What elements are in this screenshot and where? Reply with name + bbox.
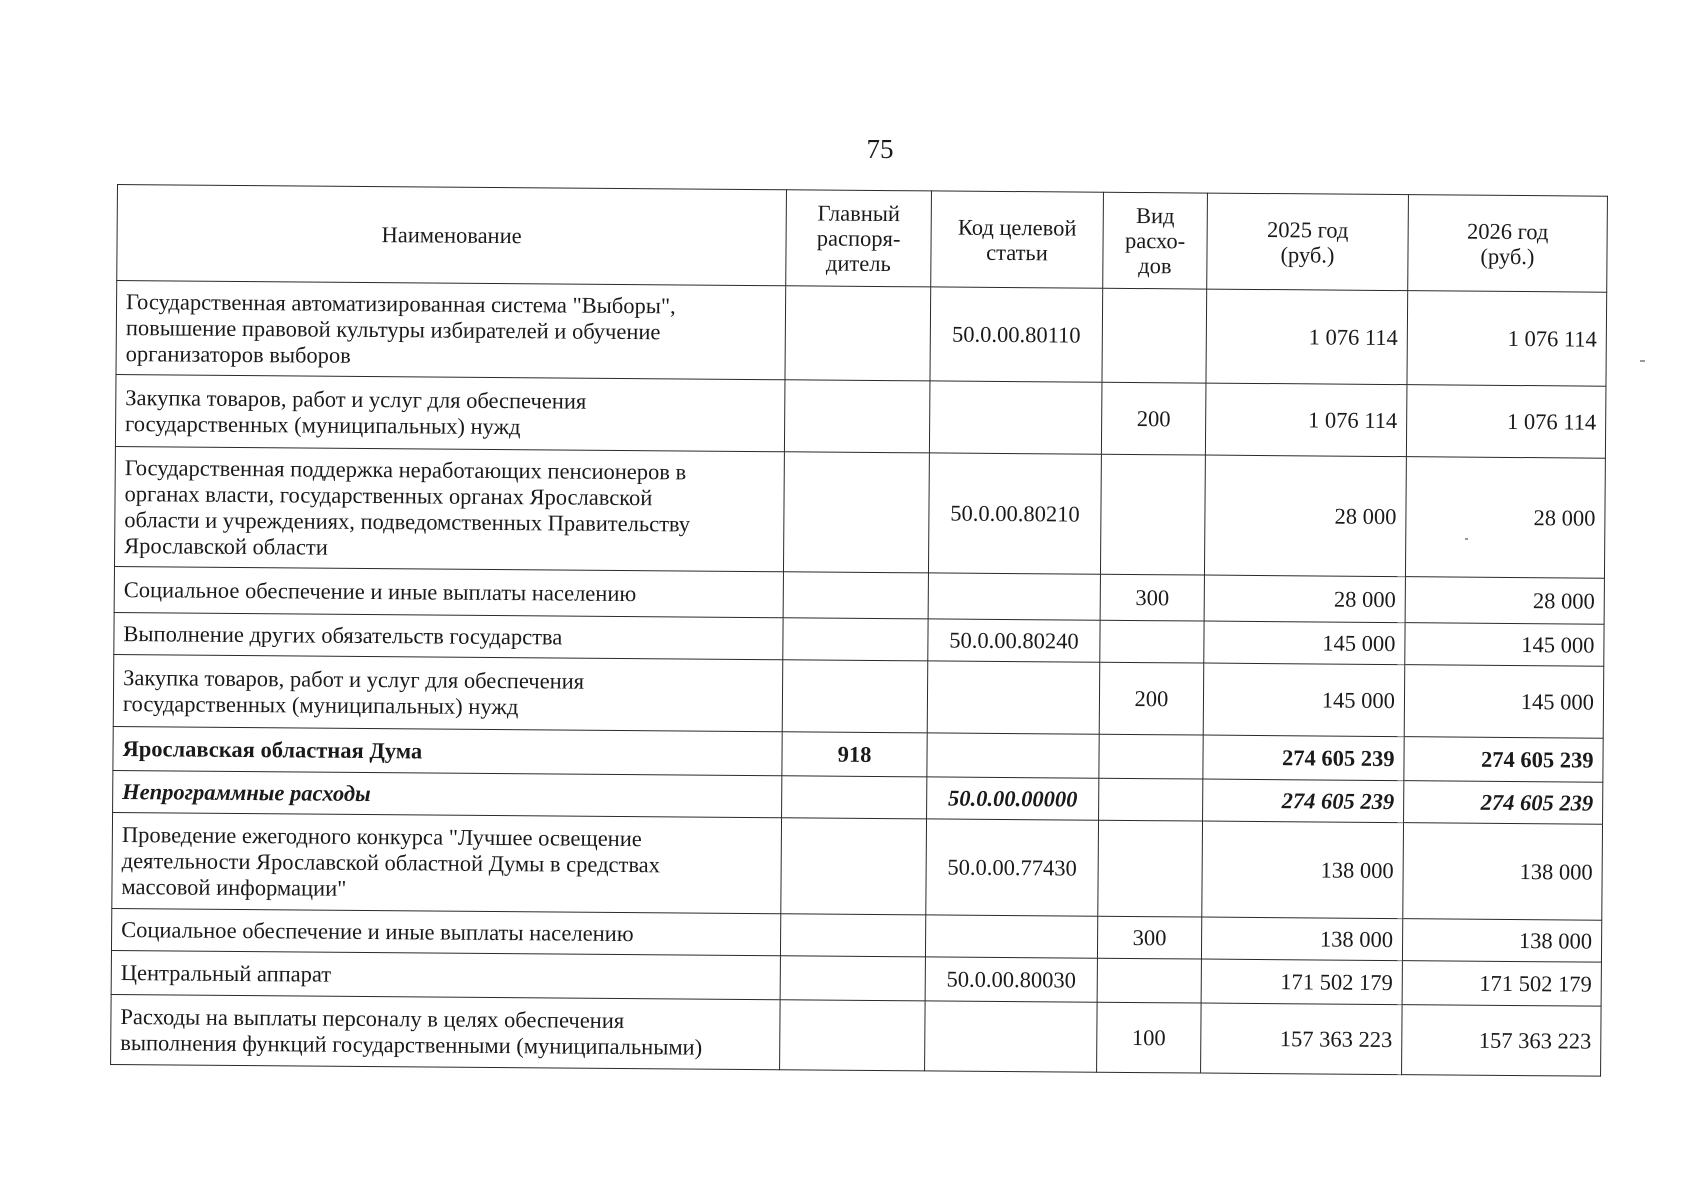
cell-name: [115, 374, 785, 451]
cell-name-line: организаторов выборов: [125, 340, 351, 368]
cell-amount-2025: 274 605 239: [1203, 735, 1404, 781]
cell-expense-type: [1099, 778, 1203, 821]
cell-target-code: [929, 381, 1102, 454]
cell-distributor: [780, 956, 925, 1001]
cell-name-line: Центральный аппарат: [120, 959, 332, 987]
header-target-code: Код целевой статьи: [931, 191, 1104, 288]
cell-name-line: деятельности Ярославской областной Думы в средствах: [121, 847, 661, 877]
cell-target-code: [927, 661, 1100, 734]
cell-amount-2026: 1 076 114: [1407, 291, 1607, 387]
cell-expense-type: [1100, 454, 1205, 575]
cell-amount-2026: 138 000: [1402, 919, 1601, 963]
header-year-2025: 2025 год (руб.): [1207, 193, 1409, 291]
header-row: [117, 185, 1608, 293]
cell-name: [113, 770, 782, 817]
cell-amount-2026: 145 000: [1405, 623, 1604, 667]
cell-amount-2026: 1 076 114: [1406, 385, 1606, 459]
cell-name-line: области и учреждениях, подведомственных Правительству: [124, 506, 691, 537]
cell-distributor: [785, 286, 931, 381]
cell-name-line: Расходы на выплаты персоналу в целях обеспечения: [120, 1003, 625, 1033]
cell-distributor: [780, 1000, 926, 1071]
cell-amount-2025: 28 000: [1204, 575, 1405, 623]
cell-amount-2026: 274 605 239: [1404, 737, 1603, 783]
cell-expense-type: [1098, 820, 1203, 917]
cell-name: [114, 612, 783, 659]
cell-name: [111, 994, 781, 1069]
cell-name-line: выполнения функций государственными (муниципальными): [120, 1029, 703, 1060]
scan-speck: [1640, 360, 1645, 362]
cell-name-line: Выполнение других обязательств государства: [123, 620, 563, 650]
cell-distributor: 918: [782, 732, 927, 777]
cell-name-line: Социальное обеспечение и иные выплаты населению: [121, 916, 634, 946]
cell-target-code: 50.0.00.80030: [925, 957, 1097, 1002]
cell-amount-2026: 145 000: [1404, 665, 1604, 739]
cell-name-line: Государственная автоматизированная система "Выборы",: [125, 288, 676, 318]
cell-target-code: 50.0.00.00000: [927, 777, 1099, 820]
cell-amount-2025: 145 000: [1204, 621, 1405, 665]
cell-expense-type: 200: [1099, 662, 1204, 735]
table-row: [116, 281, 1607, 387]
cell-name-line: государственных (муниципальных) нужд: [122, 690, 519, 719]
scan-speck: [1465, 538, 1468, 540]
cell-name-line: повышение правовой культуры избирателей и обучение: [125, 314, 661, 344]
cell-name-line: государственных (муниципальных) нужд: [125, 410, 521, 439]
cell-target-code: [925, 915, 1097, 958]
cell-name-line: массовой информации": [121, 873, 347, 901]
cell-distributor: [783, 452, 929, 573]
cell-amount-2025: 274 605 239: [1203, 779, 1404, 823]
cell-target-code: 50.0.00.80210: [928, 453, 1101, 574]
table-row: [115, 374, 1606, 458]
cell-expense-type: 200: [1101, 382, 1206, 455]
cell-expense-type: 300: [1097, 916, 1201, 959]
cell-distributor: [782, 660, 928, 733]
cell-target-code: 50.0.00.80240: [928, 619, 1100, 662]
cell-name: [116, 281, 786, 380]
cell-amount-2026: 171 502 179: [1402, 961, 1601, 1007]
cell-distributor: [782, 776, 927, 819]
budget-table: [110, 184, 1608, 1077]
cell-distributor: [783, 618, 928, 661]
page-number: 75: [866, 134, 894, 164]
cell-name: [114, 446, 784, 571]
cell-amount-2026: 28 000: [1405, 457, 1605, 579]
cell-amount-2025: 138 000: [1202, 821, 1404, 919]
cell-name: [111, 908, 780, 955]
cell-expense-type: [1102, 288, 1207, 383]
cell-target-code: 50.0.00.80110: [930, 287, 1103, 382]
cell-target-code: [927, 733, 1099, 778]
cell-amount-2025: 171 502 179: [1201, 959, 1402, 1005]
cell-amount-2025: 138 000: [1201, 917, 1402, 961]
cell-name-line: органах власти, государственных органах Ярославской: [124, 480, 653, 510]
cell-expense-type: [1100, 620, 1204, 663]
cell-name: [114, 566, 783, 617]
table-row: [114, 446, 1605, 578]
cell-expense-type: 300: [1100, 574, 1204, 621]
cell-distributor: [780, 914, 925, 957]
table-row: [111, 994, 1602, 1076]
cell-amount-2026: 138 000: [1403, 823, 1603, 921]
header-name: Наименование: [117, 185, 787, 286]
cell-distributor: [781, 818, 927, 915]
cell-name-line: Непрограммные расходы: [122, 778, 371, 806]
cell-amount-2025: 157 363 223: [1201, 1003, 1403, 1075]
cell-amount-2025: 28 000: [1204, 455, 1406, 577]
cell-name-line: Государственная поддержка неработающих пенсионеров в: [124, 454, 687, 484]
cell-distributor: [784, 380, 930, 453]
cell-target-code: 50.0.00.77430: [926, 819, 1099, 916]
header-year-2026: 2026 год (руб.): [1408, 195, 1608, 293]
cell-amount-2026: 274 605 239: [1404, 781, 1603, 825]
cell-name-line: Закупка товаров, работ и услуг для обеспечения: [123, 664, 585, 694]
cell-name-line: Ярославской области: [124, 532, 328, 560]
cell-name-line: Ярославская областная Дума: [122, 735, 423, 763]
cell-amount-2025: 1 076 114: [1206, 289, 1408, 385]
cell-name: [113, 654, 783, 731]
cell-amount-2025: 1 076 114: [1205, 383, 1407, 457]
header-expense-type: Вид расхо- дов: [1103, 192, 1208, 289]
budget-table-container: [110, 184, 1608, 1077]
cell-expense-type: 100: [1097, 1002, 1202, 1073]
header-distributor: Главный распоря- дитель: [786, 190, 932, 287]
cell-name-line: Проведение ежегодного конкурса "Лучшее освещение: [121, 821, 642, 851]
table-row: [112, 812, 1603, 920]
cell-target-code: [928, 573, 1100, 620]
table-row: [113, 654, 1604, 738]
cell-distributor: [783, 572, 928, 619]
cell-amount-2026: 157 363 223: [1402, 1005, 1602, 1077]
cell-expense-type: [1097, 958, 1201, 1003]
table-body: [111, 281, 1607, 1077]
cell-name-line: Закупка товаров, работ и услуг для обеспечения: [125, 384, 587, 414]
cell-amount-2026: 28 000: [1405, 577, 1604, 625]
cell-amount-2025: 145 000: [1203, 663, 1405, 737]
cell-name: [113, 726, 782, 775]
cell-name: [111, 950, 780, 999]
cell-target-code: [925, 1001, 1098, 1072]
cell-name-line: Социальное обеспечение и иные выплаты населению: [123, 576, 637, 606]
cell-expense-type: [1099, 734, 1203, 779]
cell-name: [112, 812, 782, 913]
